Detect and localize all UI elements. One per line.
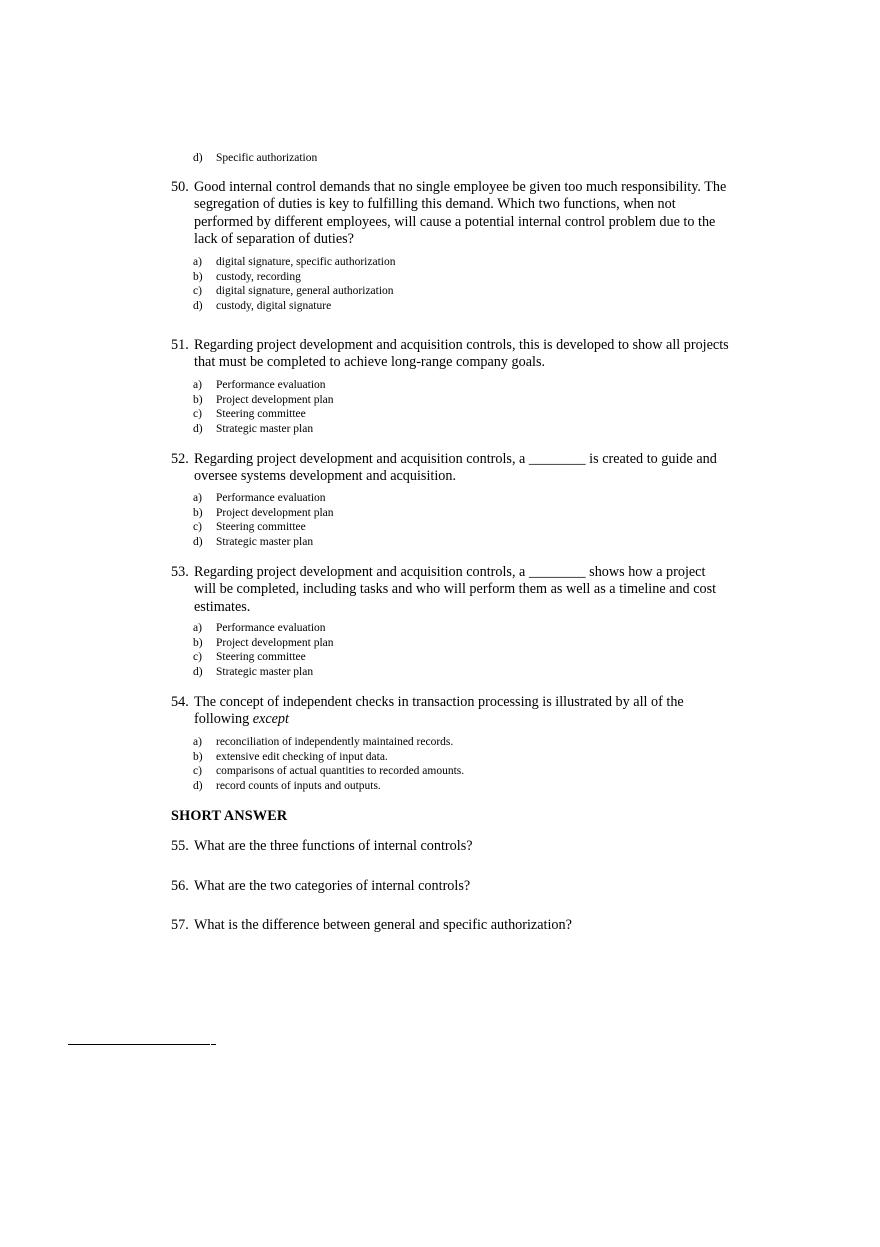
option-item	[193, 665, 334, 680]
option-item	[193, 750, 464, 765]
question-text	[194, 694, 731, 729]
option-item	[193, 735, 464, 750]
option-letter: d)	[193, 152, 203, 164]
question-number: 54.	[171, 694, 189, 710]
question-57	[171, 917, 731, 934]
option-item	[193, 764, 464, 779]
option-item	[193, 378, 334, 393]
option-text: Strategic master plan	[216, 665, 314, 678]
option-letter: a)	[193, 736, 202, 748]
option-text: Performance evaluation	[216, 379, 326, 391]
option-letter: d)	[193, 422, 203, 435]
option-text: reconciliation of independently maintained records.	[216, 736, 454, 748]
option-item	[193, 779, 464, 794]
question-54	[171, 694, 731, 729]
option-text: Project development plan	[216, 506, 334, 519]
option-item	[193, 621, 334, 636]
question-text: What is the difference between general and specific authorization?	[194, 917, 572, 933]
question-53-options	[193, 621, 334, 679]
section-heading-short-answer: SHORT ANSWER	[171, 808, 288, 824]
question-number: 57.	[171, 917, 189, 933]
option-text: Steering committee	[216, 651, 306, 664]
option-letter: d)	[193, 779, 203, 792]
option-item	[193, 284, 395, 299]
option-text: Strategic master plan	[216, 535, 314, 548]
option-text: Specific authorization	[216, 152, 318, 164]
question-text: Regarding project development and acquisition controls, a ________ shows how a project will be completed, including tasks and who will perform them as well as a timeline and cost estimates.	[194, 564, 717, 615]
option-text: record counts of inputs and outputs.	[216, 779, 381, 792]
option-text: Project development plan	[216, 636, 334, 649]
option-letter: d)	[193, 299, 203, 312]
option-letter: a)	[193, 622, 202, 634]
option-letter: c)	[193, 765, 202, 778]
option-item	[193, 299, 395, 314]
option-item	[193, 393, 334, 408]
option-letter: c)	[193, 521, 202, 534]
option-text: Strategic master plan	[216, 422, 314, 435]
option-item	[193, 650, 334, 665]
footnote-separator-tick	[211, 1044, 216, 1045]
question-text: What are the three functions of internal controls?	[194, 838, 473, 854]
question-text-main: The concept of independent checks in transaction processing is illustrated by all of the following	[194, 694, 684, 728]
question-50	[171, 179, 731, 248]
option-item	[193, 270, 395, 285]
question-50-options	[193, 255, 395, 313]
option-letter: d)	[193, 535, 203, 548]
question-51-options	[193, 378, 334, 436]
option-item	[193, 151, 317, 166]
question-number: 55.	[171, 838, 189, 854]
footnote-separator	[68, 1044, 210, 1045]
option-letter: a)	[193, 379, 202, 391]
question-text: Regarding project development and acquisition controls, this is developed to show all projects that must be completed to achieve long-range company goals.	[194, 337, 729, 371]
question-53	[171, 564, 731, 616]
option-letter: b)	[193, 506, 203, 519]
option-item	[193, 422, 334, 437]
option-text: digital signature, general authorization	[216, 285, 394, 298]
option-text: Steering committee	[216, 408, 306, 421]
option-text: Steering committee	[216, 521, 306, 534]
option-item	[193, 255, 395, 270]
option-letter: c)	[193, 285, 202, 298]
option-letter: a)	[193, 256, 202, 268]
option-text: custody, digital signature	[216, 299, 332, 312]
option-letter: a)	[193, 492, 202, 504]
option-item	[193, 506, 334, 521]
question-55	[171, 838, 731, 855]
option-item	[193, 636, 334, 651]
option-text: custody, recording	[216, 270, 301, 283]
question-56	[171, 878, 731, 895]
option-item	[193, 491, 334, 506]
option-item	[193, 535, 334, 550]
question-54-options	[193, 735, 464, 793]
question-number: 53.	[171, 564, 189, 580]
option-text: Performance evaluation	[216, 492, 326, 504]
option-letter: c)	[193, 651, 202, 664]
option-letter: c)	[193, 408, 202, 421]
option-text: digital signature, specific authorization	[216, 256, 396, 268]
previous-question-options	[193, 151, 317, 166]
option-letter: b)	[193, 636, 203, 649]
question-51	[171, 337, 731, 372]
question-number: 52.	[171, 451, 189, 467]
question-text: Regarding project development and acquisition controls, a ________ is created to guide and oversee systems development and acquisition.	[194, 451, 717, 485]
option-letter: b)	[193, 750, 203, 763]
option-item	[193, 520, 334, 535]
option-letter: d)	[193, 665, 203, 678]
option-text: comparisons of actual quantities to recorded amounts.	[216, 765, 465, 778]
option-text: Performance evaluation	[216, 622, 326, 634]
question-number: 56.	[171, 878, 189, 894]
question-number: 50.	[171, 179, 189, 195]
question-52-options	[193, 491, 334, 549]
question-text-emphasis: except	[252, 711, 289, 728]
option-letter: b)	[193, 270, 203, 283]
option-text: extensive edit checking of input data.	[216, 750, 388, 763]
question-number: 51.	[171, 337, 189, 353]
question-text: What are the two categories of internal controls?	[194, 878, 471, 894]
option-text: Project development plan	[216, 393, 334, 406]
question-52	[171, 451, 731, 486]
option-item	[193, 407, 334, 422]
question-text: Good internal control demands that no single employee be given too much responsibility. The segregation of duties is key to fulfilling this demand. Which two functions, when not performed by different employees, will cause a potential internal control problem due to the lack of separation of duties?	[194, 179, 727, 247]
option-letter: b)	[193, 393, 203, 406]
